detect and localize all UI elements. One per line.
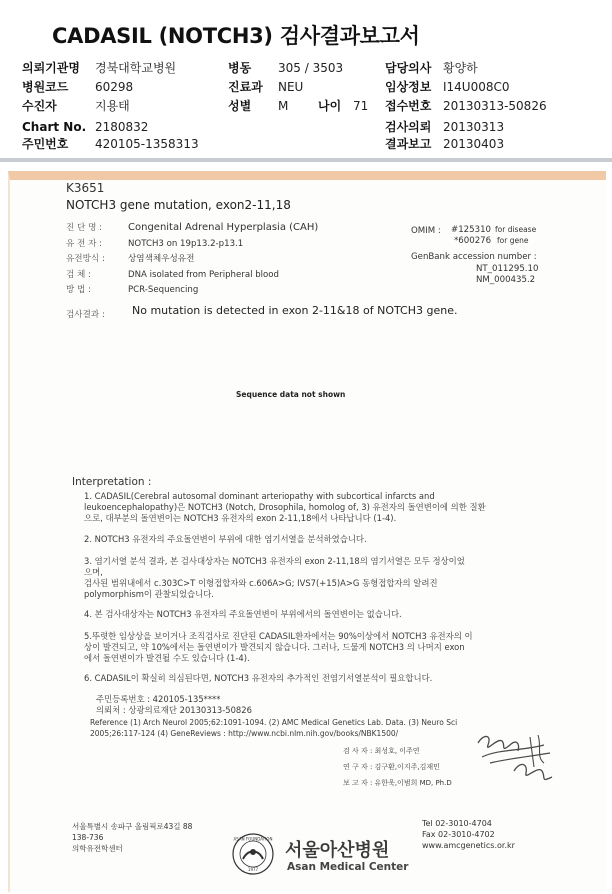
inheritance-label: 유전방식 : bbox=[66, 254, 105, 264]
footer-tel: Tel 02-3010-4704 bbox=[422, 819, 492, 828]
interpretation-1c: 으로, 대부분의 돌연변이는 NOTCH3 유전자의 exon 2-11,18에서 나타납니다 (1-4). bbox=[84, 513, 397, 523]
physician-label: 담당의사 bbox=[385, 61, 432, 75]
header-separator bbox=[0, 158, 612, 162]
hospital-code-label: 병원코드 bbox=[22, 80, 69, 94]
genbank-accession-2: NM_000435.2 bbox=[476, 275, 536, 285]
request-date-label: 검사의뢰 bbox=[385, 120, 432, 134]
diagnosis-label: 진 단 명 : bbox=[66, 223, 102, 233]
institution-field bbox=[22, 61, 80, 75]
result-label: 검사결과 : bbox=[66, 310, 105, 320]
omim-disease-note: for disease bbox=[495, 225, 537, 234]
asan-foundation-logo-icon bbox=[232, 833, 274, 875]
patient-value: 지용태 bbox=[95, 99, 130, 113]
footer-website[interactable]: www.amcgenetics.or.kr bbox=[422, 841, 515, 850]
interpretation-2: 2. NOTCH3 유전자의 주요돌연변이 부위에 대한 염기서열을 분석하였습니다. bbox=[84, 534, 367, 544]
page-title: CADASIL (NOTCH3) 검사결과보고서 bbox=[52, 24, 420, 48]
chart-no-field bbox=[22, 120, 86, 134]
logo-year: 1977 bbox=[247, 867, 259, 872]
footer-address-3: 의학유전학센터 bbox=[72, 844, 123, 853]
report-code: K3651 bbox=[66, 181, 105, 195]
interpretation-1b: leukoencephalopathy)은 NOTCH3 (Notch, Drosophila, homolog of, 3) 유전자의 돌연변이에 의한 질환 bbox=[84, 502, 486, 512]
clinical-info-value: I14U008C0 bbox=[443, 80, 510, 94]
gene-value: NOTCH3 on 19p13.2-p13.1 bbox=[128, 239, 244, 249]
department-value: NEU bbox=[278, 80, 304, 94]
chart-no-label: Chart No. bbox=[22, 120, 87, 134]
patient-label: 수진자 bbox=[22, 99, 57, 113]
omim-gene-note: for gene bbox=[497, 236, 529, 245]
interpretation-4: 4. 본 검사대상자는 NOTCH3 유전자의 주요돌연변이 부위에서의 돌연변이는 없습니다. bbox=[84, 609, 402, 619]
omim-disease-no: #125310 bbox=[451, 225, 492, 235]
hospital-code-value: 60298 bbox=[95, 80, 134, 94]
chart-no-value: 2180832 bbox=[95, 120, 149, 134]
researcher: 연 구 자 : 김구환,이지주,김재민 bbox=[343, 763, 440, 771]
gene-label: 유 전 자 : bbox=[66, 239, 102, 249]
reference-line-1: Reference (1) Arch Neurol 2005;62:1091-1094. (2) AMC Medical Genetics Lab. Data. (3) Neuro Sci bbox=[90, 718, 458, 727]
interpretation-6: 6. CADASIL이 확실히 의심된다면, NOTCH3 유전자의 추가적인 전염기서열분석이 필요합니다. bbox=[84, 673, 433, 683]
hospital-name-korean: 서울아산병원 bbox=[285, 840, 390, 861]
interpretation-1a: 1. CADASIL(Cerebral autosomal dominant arteriopathy with subcortical infarcts and bbox=[84, 491, 435, 501]
resident-registration: 주민등록번호 : 420105-135**** bbox=[96, 694, 221, 704]
sex-label: 성별 bbox=[228, 99, 252, 113]
sequence-note: Sequence data not shown bbox=[236, 390, 346, 399]
omim-gene-no: *600276 bbox=[454, 236, 492, 246]
inheritance-value: 상염색체우성유전 bbox=[128, 254, 195, 264]
genbank-accession-1: NT_011295.10 bbox=[476, 264, 539, 274]
examiner: 검 사 자 : 최성호, 이주연 bbox=[343, 747, 420, 755]
interpretation-3b: 으며, bbox=[84, 567, 103, 577]
resident-no-field bbox=[22, 137, 68, 151]
resident-no-value: 420105-1358313 bbox=[95, 137, 199, 151]
interpretation-3a: 3. 염기서열 분석 결과, 본 검사대상자는 NOTCH3 유전자의 exon 2-11,18의 염기서열은 모두 정상이었 bbox=[84, 556, 465, 566]
genbank-label: GenBank accession number : bbox=[411, 252, 537, 262]
omim-label: OMIM : bbox=[411, 226, 441, 236]
receipt-no-value: 20130313-50826 bbox=[443, 99, 547, 113]
ward-value: 305 / 3503 bbox=[278, 61, 344, 75]
footer-address-2: 138-736 bbox=[72, 833, 104, 842]
resident-no-label: 주민번호 bbox=[22, 137, 69, 151]
report-date-label: 결과보고 bbox=[385, 137, 432, 151]
ward-label: 병동 bbox=[228, 61, 252, 75]
interpretation-5a: 5.뚜렷한 임상상을 보이거나 조직검사로 진단된 CADASIL환자에서는 90%이상에서 NOTCH3 유전자의 이 bbox=[84, 631, 473, 641]
reference-line-2: 2005;26:117-124 (4) GeneReviews : http://www.ncbi.nlm.nih.gov/books/NBK1500/ bbox=[90, 729, 399, 738]
footer-fax: Fax 02-3010-4702 bbox=[422, 830, 495, 839]
interpretation-heading: Interpretation : bbox=[72, 476, 152, 488]
receipt-no-label: 접수번호 bbox=[385, 99, 432, 113]
method-label: 방 법 : bbox=[66, 285, 91, 295]
test-name: NOTCH3 gene mutation, exon2-11,18 bbox=[66, 198, 291, 212]
physician-value: 황양하 bbox=[443, 61, 478, 75]
hospital-name-english: Asan Medical Center bbox=[287, 861, 409, 873]
sex-value: M bbox=[278, 99, 289, 113]
age-label: 나이 bbox=[318, 99, 342, 113]
interpretation-3c: 검사된 범위내에서 c.303C>T 이형접합자와 c.606A>G; IVS7(+15)A>G 동형접합자의 알려진 bbox=[84, 578, 438, 588]
signature bbox=[470, 727, 560, 787]
diagnosis-value: Congenital Adrenal Hyperplasia (CAH) bbox=[128, 222, 319, 233]
institution-value: 경북대학교병원 bbox=[95, 61, 177, 75]
department-label: 진료과 bbox=[228, 80, 263, 94]
report-date-value: 20130403 bbox=[443, 137, 505, 151]
specimen-label: 검 체 : bbox=[66, 270, 91, 280]
specimen-value: DNA isolated from Peripheral blood bbox=[128, 270, 280, 280]
footer-address-1: 서울특별시 송파구 올림픽로43길 88 bbox=[72, 822, 193, 831]
method-value: PCR-Sequencing bbox=[128, 285, 199, 295]
reporter: 보 고 자 : 유한욱,이범희 MD, Ph.D bbox=[343, 779, 452, 787]
request-date-value: 20130313 bbox=[443, 120, 505, 134]
institution-label: 의뢰기관명 bbox=[22, 61, 80, 75]
age-value: 71 bbox=[353, 99, 369, 113]
result-value: No mutation is detected in exon 2-11&18 of NOTCH3 gene. bbox=[132, 304, 458, 317]
hospital-code-field bbox=[22, 80, 68, 94]
interpretation-3d: polymorphism이 관찰되었습니다. bbox=[84, 589, 214, 599]
logo-text: ASAN FOUNDATION bbox=[233, 836, 273, 842]
interpretation-5b: 상이 발견되고, 약 10%에서는 돌연변이가 발견되지 않습니다. 그러나, 드물게 NOTCH3 의 나머지 exon bbox=[84, 642, 465, 652]
clinical-info-label: 임상정보 bbox=[385, 80, 432, 94]
interpretation-5c: 에서 돌연변이가 발견될 수도 있습니다 (1-4). bbox=[84, 653, 250, 663]
requester: 의뢰처 : 상광의료재단 20130313-50826 bbox=[96, 705, 252, 715]
patient-field bbox=[22, 99, 57, 113]
